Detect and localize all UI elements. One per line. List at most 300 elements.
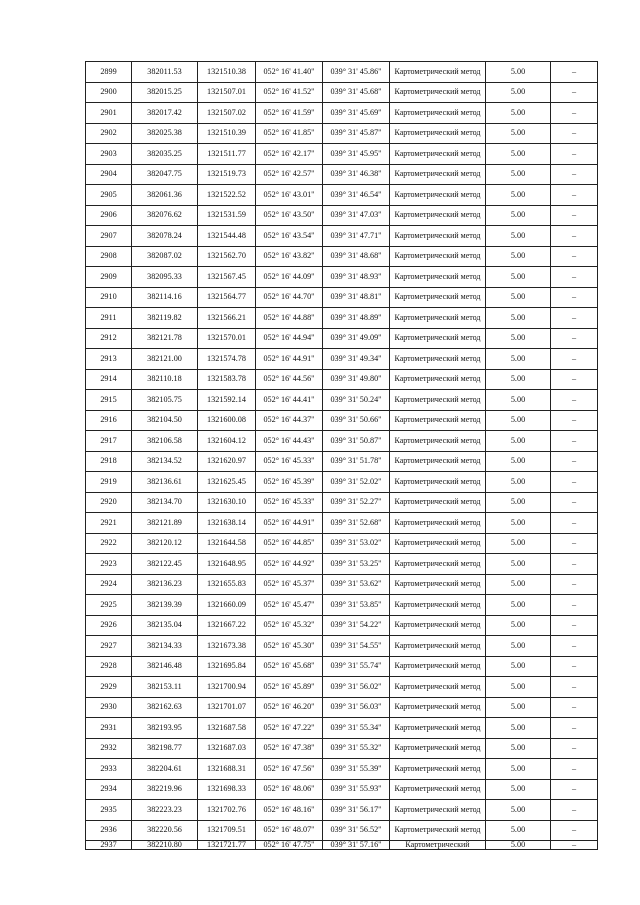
longitude-cell: 039° 31' 48.89" xyxy=(323,308,390,329)
table-row xyxy=(86,492,598,513)
x-coordinate-cell: 382120.12 xyxy=(132,533,198,554)
latitude-cell: 052° 16' 47.22" xyxy=(256,718,323,739)
method-cell: Картометрический метод xyxy=(390,410,486,431)
note-cell: – xyxy=(551,513,598,534)
latitude-cell: 052° 16' 44.70" xyxy=(256,287,323,308)
note-cell: – xyxy=(551,779,598,800)
x-coordinate-cell: 382220.56 xyxy=(132,820,198,841)
longitude-cell: 039° 31' 56.52" xyxy=(323,820,390,841)
accuracy-cell: 5.00 xyxy=(486,246,551,267)
latitude-cell: 052° 16' 41.85" xyxy=(256,123,323,144)
latitude-cell: 052° 16' 45.33" xyxy=(256,451,323,472)
latitude-cell: 052° 16' 48.06" xyxy=(256,779,323,800)
table-row xyxy=(86,205,598,226)
method-cell: Картометрический метод xyxy=(390,574,486,595)
method-cell: Картометрический метод xyxy=(390,328,486,349)
table-row xyxy=(86,841,598,850)
latitude-cell: 052° 16' 43.50" xyxy=(256,205,323,226)
y-coordinate-cell: 1321531.59 xyxy=(198,205,256,226)
table-row xyxy=(86,144,598,165)
point-number-cell: 2931 xyxy=(86,718,132,739)
point-number-cell: 2935 xyxy=(86,800,132,821)
latitude-cell: 052° 16' 44.09" xyxy=(256,267,323,288)
accuracy-cell: 5.00 xyxy=(486,718,551,739)
accuracy-cell: 5.00 xyxy=(486,185,551,206)
method-cell: Картометрический метод xyxy=(390,800,486,821)
x-coordinate-cell: 382219.96 xyxy=(132,779,198,800)
accuracy-cell: 5.00 xyxy=(486,513,551,534)
accuracy-cell: 5.00 xyxy=(486,267,551,288)
x-coordinate-cell: 382134.52 xyxy=(132,451,198,472)
table-row xyxy=(86,431,598,452)
point-number-cell: 2928 xyxy=(86,656,132,677)
x-coordinate-cell: 382106.58 xyxy=(132,431,198,452)
table-row xyxy=(86,62,598,83)
accuracy-cell: 5.00 xyxy=(486,472,551,493)
latitude-cell: 052° 16' 47.75" xyxy=(256,841,323,850)
longitude-cell: 039° 31' 55.39" xyxy=(323,759,390,780)
longitude-cell: 039° 31' 56.02" xyxy=(323,677,390,698)
table-row xyxy=(86,615,598,636)
longitude-cell: 039° 31' 52.27" xyxy=(323,492,390,513)
y-coordinate-cell: 1321522.52 xyxy=(198,185,256,206)
latitude-cell: 052° 16' 46.20" xyxy=(256,697,323,718)
latitude-cell: 052° 16' 44.92" xyxy=(256,554,323,575)
latitude-cell: 052° 16' 41.40" xyxy=(256,62,323,83)
x-coordinate-cell: 382047.75 xyxy=(132,164,198,185)
note-cell: – xyxy=(551,595,598,616)
table-row xyxy=(86,164,598,185)
note-cell: – xyxy=(551,246,598,267)
point-number-cell: 2925 xyxy=(86,595,132,616)
longitude-cell: 039° 31' 53.02" xyxy=(323,533,390,554)
y-coordinate-cell: 1321660.09 xyxy=(198,595,256,616)
table-row xyxy=(86,103,598,124)
method-cell: Картометрический метод xyxy=(390,369,486,390)
longitude-cell: 039° 31' 48.81" xyxy=(323,287,390,308)
latitude-cell: 052° 16' 44.91" xyxy=(256,349,323,370)
accuracy-cell: 5.00 xyxy=(486,328,551,349)
longitude-cell: 039° 31' 55.74" xyxy=(323,656,390,677)
point-number-cell: 2912 xyxy=(86,328,132,349)
note-cell: – xyxy=(551,287,598,308)
y-coordinate-cell: 1321519.73 xyxy=(198,164,256,185)
latitude-cell: 052° 16' 44.94" xyxy=(256,328,323,349)
longitude-cell: 039° 31' 45.87" xyxy=(323,123,390,144)
method-cell: Картометрический метод xyxy=(390,451,486,472)
table-row xyxy=(86,820,598,841)
note-cell: – xyxy=(551,144,598,165)
longitude-cell: 039° 31' 47.71" xyxy=(323,226,390,247)
method-cell: Картометрический xyxy=(390,841,486,850)
note-cell: – xyxy=(551,841,598,850)
table-row xyxy=(86,287,598,308)
x-coordinate-cell: 382162.63 xyxy=(132,697,198,718)
method-cell: Картометрический метод xyxy=(390,697,486,718)
y-coordinate-cell: 1321544.48 xyxy=(198,226,256,247)
accuracy-cell: 5.00 xyxy=(486,656,551,677)
note-cell: – xyxy=(551,164,598,185)
x-coordinate-cell: 382134.33 xyxy=(132,636,198,657)
latitude-cell: 052° 16' 44.88" xyxy=(256,308,323,329)
note-cell: – xyxy=(551,369,598,390)
method-cell: Картометрический метод xyxy=(390,226,486,247)
x-coordinate-cell: 382139.39 xyxy=(132,595,198,616)
note-cell: – xyxy=(551,677,598,698)
method-cell: Картометрический метод xyxy=(390,718,486,739)
point-number-cell: 2924 xyxy=(86,574,132,595)
table-row xyxy=(86,410,598,431)
method-cell: Картометрический метод xyxy=(390,349,486,370)
longitude-cell: 039° 31' 53.85" xyxy=(323,595,390,616)
y-coordinate-cell: 1321688.31 xyxy=(198,759,256,780)
longitude-cell: 039° 31' 45.69" xyxy=(323,103,390,124)
point-number-cell: 2911 xyxy=(86,308,132,329)
method-cell: Картометрический метод xyxy=(390,431,486,452)
accuracy-cell: 5.00 xyxy=(486,287,551,308)
latitude-cell: 052° 16' 44.43" xyxy=(256,431,323,452)
note-cell: – xyxy=(551,533,598,554)
method-cell: Картометрический метод xyxy=(390,267,486,288)
point-number-cell: 2910 xyxy=(86,287,132,308)
y-coordinate-cell: 1321507.02 xyxy=(198,103,256,124)
method-cell: Картометрический метод xyxy=(390,472,486,493)
table-row xyxy=(86,677,598,698)
accuracy-cell: 5.00 xyxy=(486,554,551,575)
method-cell: Картометрический метод xyxy=(390,103,486,124)
latitude-cell: 052° 16' 48.16" xyxy=(256,800,323,821)
y-coordinate-cell: 1321574.78 xyxy=(198,349,256,370)
longitude-cell: 039° 31' 49.34" xyxy=(323,349,390,370)
y-coordinate-cell: 1321695.84 xyxy=(198,656,256,677)
method-cell: Картометрический метод xyxy=(390,533,486,554)
note-cell: – xyxy=(551,62,598,83)
x-coordinate-cell: 382011.53 xyxy=(132,62,198,83)
accuracy-cell: 5.00 xyxy=(486,103,551,124)
point-number-cell: 2902 xyxy=(86,123,132,144)
latitude-cell: 052° 16' 45.32" xyxy=(256,615,323,636)
table-row xyxy=(86,308,598,329)
point-number-cell: 2913 xyxy=(86,349,132,370)
method-cell: Картометрический метод xyxy=(390,554,486,575)
longitude-cell: 039° 31' 56.03" xyxy=(323,697,390,718)
note-cell: – xyxy=(551,738,598,759)
table-row xyxy=(86,267,598,288)
note-cell: – xyxy=(551,492,598,513)
latitude-cell: 052° 16' 41.52" xyxy=(256,82,323,103)
note-cell: – xyxy=(551,451,598,472)
accuracy-cell: 5.00 xyxy=(486,205,551,226)
x-coordinate-cell: 382135.04 xyxy=(132,615,198,636)
method-cell: Картометрический метод xyxy=(390,615,486,636)
coordinates-table xyxy=(85,61,598,850)
point-number-cell: 2900 xyxy=(86,82,132,103)
table-row xyxy=(86,574,598,595)
note-cell: – xyxy=(551,185,598,206)
accuracy-cell: 5.00 xyxy=(486,62,551,83)
table-row xyxy=(86,800,598,821)
table-row xyxy=(86,718,598,739)
accuracy-cell: 5.00 xyxy=(486,390,551,411)
accuracy-cell: 5.00 xyxy=(486,349,551,370)
table-row xyxy=(86,738,598,759)
y-coordinate-cell: 1321667.22 xyxy=(198,615,256,636)
x-coordinate-cell: 382210.80 xyxy=(132,841,198,850)
point-number-cell: 2926 xyxy=(86,615,132,636)
table-row xyxy=(86,472,598,493)
point-number-cell: 2918 xyxy=(86,451,132,472)
longitude-cell: 039° 31' 48.68" xyxy=(323,246,390,267)
y-coordinate-cell: 1321655.83 xyxy=(198,574,256,595)
method-cell: Картометрический метод xyxy=(390,492,486,513)
method-cell: Картометрический метод xyxy=(390,144,486,165)
x-coordinate-cell: 382076.62 xyxy=(132,205,198,226)
note-cell: – xyxy=(551,656,598,677)
table-row xyxy=(86,554,598,575)
longitude-cell: 039° 31' 53.25" xyxy=(323,554,390,575)
longitude-cell: 039° 31' 55.34" xyxy=(323,718,390,739)
method-cell: Картометрический метод xyxy=(390,656,486,677)
point-number-cell: 2901 xyxy=(86,103,132,124)
table-row xyxy=(86,759,598,780)
accuracy-cell: 5.00 xyxy=(486,164,551,185)
x-coordinate-cell: 382198.77 xyxy=(132,738,198,759)
point-number-cell: 2903 xyxy=(86,144,132,165)
accuracy-cell: 5.00 xyxy=(486,841,551,850)
latitude-cell: 052° 16' 44.56" xyxy=(256,369,323,390)
x-coordinate-cell: 382119.82 xyxy=(132,308,198,329)
y-coordinate-cell: 1321507.01 xyxy=(198,82,256,103)
x-coordinate-cell: 382136.61 xyxy=(132,472,198,493)
accuracy-cell: 5.00 xyxy=(486,636,551,657)
y-coordinate-cell: 1321698.33 xyxy=(198,779,256,800)
method-cell: Картометрический метод xyxy=(390,164,486,185)
y-coordinate-cell: 1321700.94 xyxy=(198,677,256,698)
accuracy-cell: 5.00 xyxy=(486,369,551,390)
y-coordinate-cell: 1321709.51 xyxy=(198,820,256,841)
latitude-cell: 052° 16' 43.82" xyxy=(256,246,323,267)
table-row xyxy=(86,390,598,411)
longitude-cell: 039° 31' 45.86" xyxy=(323,62,390,83)
latitude-cell: 052° 16' 43.01" xyxy=(256,185,323,206)
method-cell: Картометрический метод xyxy=(390,759,486,780)
point-number-cell: 2906 xyxy=(86,205,132,226)
point-number-cell: 2916 xyxy=(86,410,132,431)
y-coordinate-cell: 1321592.14 xyxy=(198,390,256,411)
latitude-cell: 052° 16' 44.91" xyxy=(256,513,323,534)
accuracy-cell: 5.00 xyxy=(486,451,551,472)
point-number-cell: 2917 xyxy=(86,431,132,452)
latitude-cell: 052° 16' 45.39" xyxy=(256,472,323,493)
accuracy-cell: 5.00 xyxy=(486,82,551,103)
method-cell: Картометрический метод xyxy=(390,123,486,144)
y-coordinate-cell: 1321510.38 xyxy=(198,62,256,83)
x-coordinate-cell: 382114.16 xyxy=(132,287,198,308)
y-coordinate-cell: 1321721.77 xyxy=(198,841,256,850)
x-coordinate-cell: 382015.25 xyxy=(132,82,198,103)
note-cell: – xyxy=(551,226,598,247)
x-coordinate-cell: 382105.75 xyxy=(132,390,198,411)
note-cell: – xyxy=(551,636,598,657)
accuracy-cell: 5.00 xyxy=(486,595,551,616)
latitude-cell: 052° 16' 42.57" xyxy=(256,164,323,185)
x-coordinate-cell: 382122.45 xyxy=(132,554,198,575)
y-coordinate-cell: 1321567.45 xyxy=(198,267,256,288)
y-coordinate-cell: 1321687.58 xyxy=(198,718,256,739)
x-coordinate-cell: 382153.11 xyxy=(132,677,198,698)
longitude-cell: 039° 31' 47.03" xyxy=(323,205,390,226)
accuracy-cell: 5.00 xyxy=(486,492,551,513)
y-coordinate-cell: 1321625.45 xyxy=(198,472,256,493)
latitude-cell: 052° 16' 45.37" xyxy=(256,574,323,595)
method-cell: Картометрический метод xyxy=(390,390,486,411)
note-cell: – xyxy=(551,615,598,636)
method-cell: Картометрический метод xyxy=(390,287,486,308)
note-cell: – xyxy=(551,390,598,411)
x-coordinate-cell: 382110.18 xyxy=(132,369,198,390)
x-coordinate-cell: 382223.23 xyxy=(132,800,198,821)
point-number-cell: 2905 xyxy=(86,185,132,206)
table-row xyxy=(86,123,598,144)
y-coordinate-cell: 1321562.70 xyxy=(198,246,256,267)
y-coordinate-cell: 1321648.95 xyxy=(198,554,256,575)
accuracy-cell: 5.00 xyxy=(486,533,551,554)
note-cell: – xyxy=(551,103,598,124)
y-coordinate-cell: 1321583.78 xyxy=(198,369,256,390)
longitude-cell: 039° 31' 54.55" xyxy=(323,636,390,657)
accuracy-cell: 5.00 xyxy=(486,738,551,759)
longitude-cell: 039° 31' 49.09" xyxy=(323,328,390,349)
method-cell: Картометрический метод xyxy=(390,636,486,657)
y-coordinate-cell: 1321566.21 xyxy=(198,308,256,329)
longitude-cell: 039° 31' 50.87" xyxy=(323,431,390,452)
longitude-cell: 039° 31' 55.32" xyxy=(323,738,390,759)
point-number-cell: 2929 xyxy=(86,677,132,698)
latitude-cell: 052° 16' 45.68" xyxy=(256,656,323,677)
note-cell: – xyxy=(551,820,598,841)
note-cell: – xyxy=(551,82,598,103)
table-row xyxy=(86,595,598,616)
method-cell: Картометрический метод xyxy=(390,62,486,83)
latitude-cell: 052° 16' 45.47" xyxy=(256,595,323,616)
method-cell: Картометрический метод xyxy=(390,185,486,206)
table-row xyxy=(86,636,598,657)
point-number-cell: 2934 xyxy=(86,779,132,800)
x-coordinate-cell: 382134.70 xyxy=(132,492,198,513)
table-row xyxy=(86,369,598,390)
point-number-cell: 2915 xyxy=(86,390,132,411)
point-number-cell: 2932 xyxy=(86,738,132,759)
note-cell: – xyxy=(551,472,598,493)
accuracy-cell: 5.00 xyxy=(486,574,551,595)
accuracy-cell: 5.00 xyxy=(486,410,551,431)
method-cell: Картометрический метод xyxy=(390,595,486,616)
y-coordinate-cell: 1321511.77 xyxy=(198,144,256,165)
x-coordinate-cell: 382193.95 xyxy=(132,718,198,739)
accuracy-cell: 5.00 xyxy=(486,123,551,144)
x-coordinate-cell: 382017.42 xyxy=(132,103,198,124)
y-coordinate-cell: 1321630.10 xyxy=(198,492,256,513)
x-coordinate-cell: 382087.02 xyxy=(132,246,198,267)
longitude-cell: 039° 31' 46.38" xyxy=(323,164,390,185)
x-coordinate-cell: 382136.23 xyxy=(132,574,198,595)
x-coordinate-cell: 382078.24 xyxy=(132,226,198,247)
table-row xyxy=(86,533,598,554)
point-number-cell: 2927 xyxy=(86,636,132,657)
table-row xyxy=(86,779,598,800)
x-coordinate-cell: 382204.61 xyxy=(132,759,198,780)
y-coordinate-cell: 1321600.08 xyxy=(198,410,256,431)
longitude-cell: 039° 31' 45.95" xyxy=(323,144,390,165)
point-number-cell: 2933 xyxy=(86,759,132,780)
table-row xyxy=(86,513,598,534)
point-number-cell: 2923 xyxy=(86,554,132,575)
longitude-cell: 039° 31' 46.54" xyxy=(323,185,390,206)
y-coordinate-cell: 1321701.07 xyxy=(198,697,256,718)
x-coordinate-cell: 382025.38 xyxy=(132,123,198,144)
y-coordinate-cell: 1321644.58 xyxy=(198,533,256,554)
point-number-cell: 2908 xyxy=(86,246,132,267)
latitude-cell: 052° 16' 44.85" xyxy=(256,533,323,554)
method-cell: Картометрический метод xyxy=(390,779,486,800)
note-cell: – xyxy=(551,410,598,431)
longitude-cell: 039° 31' 51.78" xyxy=(323,451,390,472)
method-cell: Картометрический метод xyxy=(390,738,486,759)
longitude-cell: 039° 31' 52.02" xyxy=(323,472,390,493)
y-coordinate-cell: 1321638.14 xyxy=(198,513,256,534)
note-cell: – xyxy=(551,574,598,595)
accuracy-cell: 5.00 xyxy=(486,800,551,821)
method-cell: Картометрический метод xyxy=(390,513,486,534)
note-cell: – xyxy=(551,267,598,288)
accuracy-cell: 5.00 xyxy=(486,677,551,698)
table-row xyxy=(86,656,598,677)
table-row xyxy=(86,246,598,267)
y-coordinate-cell: 1321702.76 xyxy=(198,800,256,821)
longitude-cell: 039° 31' 52.68" xyxy=(323,513,390,534)
x-coordinate-cell: 382121.89 xyxy=(132,513,198,534)
point-number-cell: 2922 xyxy=(86,533,132,554)
y-coordinate-cell: 1321604.12 xyxy=(198,431,256,452)
latitude-cell: 052° 16' 45.30" xyxy=(256,636,323,657)
longitude-cell: 039° 31' 54.22" xyxy=(323,615,390,636)
accuracy-cell: 5.00 xyxy=(486,308,551,329)
latitude-cell: 052° 16' 45.33" xyxy=(256,492,323,513)
accuracy-cell: 5.00 xyxy=(486,431,551,452)
method-cell: Картометрический метод xyxy=(390,82,486,103)
latitude-cell: 052° 16' 47.56" xyxy=(256,759,323,780)
point-number-cell: 2899 xyxy=(86,62,132,83)
longitude-cell: 039° 31' 57.16" xyxy=(323,841,390,850)
accuracy-cell: 5.00 xyxy=(486,759,551,780)
accuracy-cell: 5.00 xyxy=(486,144,551,165)
method-cell: Картометрический метод xyxy=(390,308,486,329)
method-cell: Картометрический метод xyxy=(390,246,486,267)
latitude-cell: 052° 16' 43.54" xyxy=(256,226,323,247)
point-number-cell: 2921 xyxy=(86,513,132,534)
method-cell: Картометрический метод xyxy=(390,677,486,698)
accuracy-cell: 5.00 xyxy=(486,697,551,718)
note-cell: – xyxy=(551,697,598,718)
table-row xyxy=(86,82,598,103)
note-cell: – xyxy=(551,328,598,349)
x-coordinate-cell: 382121.00 xyxy=(132,349,198,370)
point-number-cell: 2936 xyxy=(86,820,132,841)
point-number-cell: 2904 xyxy=(86,164,132,185)
longitude-cell: 039° 31' 55.93" xyxy=(323,779,390,800)
table-row xyxy=(86,451,598,472)
accuracy-cell: 5.00 xyxy=(486,226,551,247)
